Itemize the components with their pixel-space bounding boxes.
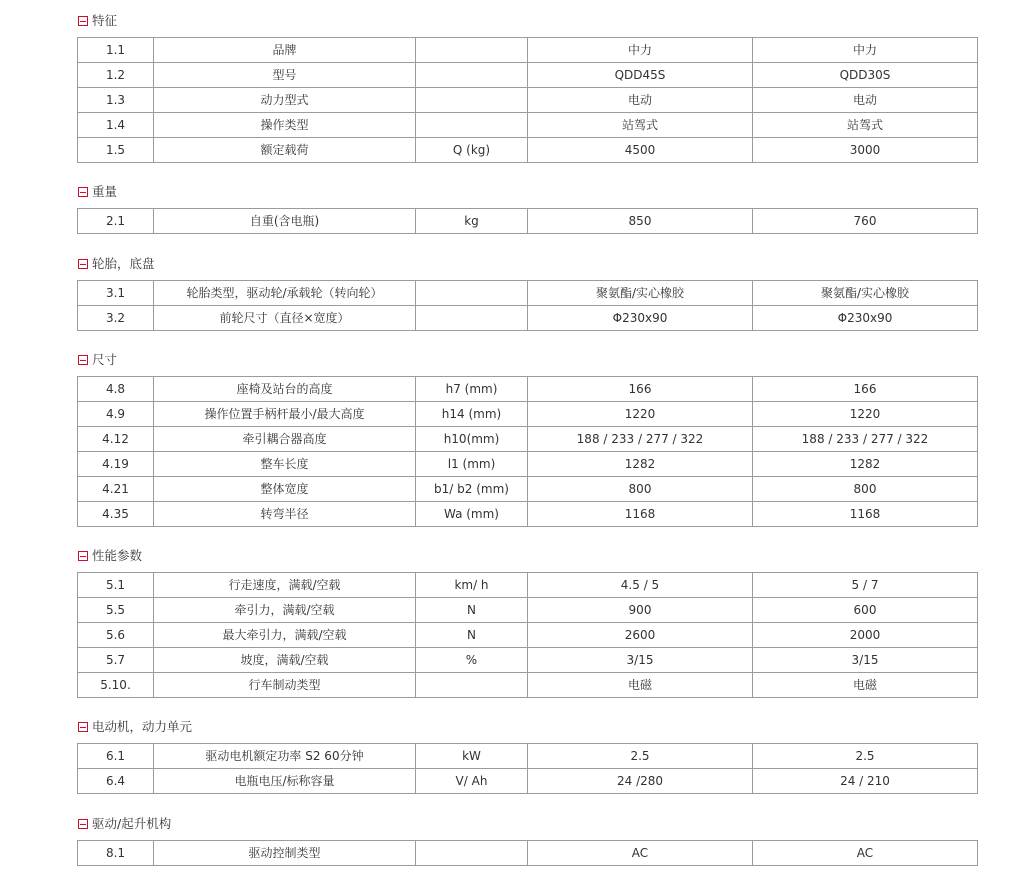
row-value-model-b: QDD30S <box>753 63 978 88</box>
row-value-model-b: 1220 <box>753 402 978 427</box>
row-unit <box>416 113 528 138</box>
row-unit <box>416 673 528 698</box>
row-parameter: 轮胎类型，驱动轮/承载轮（转向轮） <box>154 281 416 306</box>
collapse-minus-icon[interactable] <box>78 722 88 732</box>
row-value-model-a: 2600 <box>528 623 753 648</box>
row-unit <box>416 841 528 866</box>
collapse-minus-icon[interactable] <box>78 187 88 197</box>
row-parameter: 自重(含电瓶) <box>154 209 416 234</box>
row-code: 5.6 <box>78 623 154 648</box>
row-code: 4.8 <box>78 377 154 402</box>
row-unit: kg <box>416 209 528 234</box>
spec-table <box>77 572 978 698</box>
row-parameter: 品牌 <box>154 38 416 63</box>
row-value-model-a: 166 <box>528 377 753 402</box>
table-row <box>78 402 978 427</box>
table-row <box>78 769 978 794</box>
table-row <box>78 452 978 477</box>
row-code: 1.2 <box>78 63 154 88</box>
row-value-model-b: 2000 <box>753 623 978 648</box>
row-value-model-a: 电磁 <box>528 673 753 698</box>
row-value-model-a: 1168 <box>528 502 753 527</box>
spec-table <box>77 840 978 866</box>
row-unit <box>416 306 528 331</box>
row-unit: h14 (mm) <box>416 402 528 427</box>
row-code: 3.1 <box>78 281 154 306</box>
row-parameter: 最大牵引力，满载/空载 <box>154 623 416 648</box>
row-parameter: 操作类型 <box>154 113 416 138</box>
row-code: 1.4 <box>78 113 154 138</box>
table-row <box>78 377 978 402</box>
spec-table <box>77 743 978 794</box>
row-value-model-a: 中力 <box>528 38 753 63</box>
row-unit: kW <box>416 744 528 769</box>
row-code: 1.3 <box>78 88 154 113</box>
table-row <box>78 209 978 234</box>
row-unit: km/ h <box>416 573 528 598</box>
row-code: 1.5 <box>78 138 154 163</box>
row-parameter: 驱动控制类型 <box>154 841 416 866</box>
section-header[interactable] <box>78 817 171 831</box>
row-code: 6.1 <box>78 744 154 769</box>
row-code: 3.2 <box>78 306 154 331</box>
row-value-model-a: 2.5 <box>528 744 753 769</box>
row-parameter: 前轮尺寸（直径×宽度） <box>154 306 416 331</box>
row-value-model-a: QDD45S <box>528 63 753 88</box>
row-value-model-b: 电磁 <box>753 673 978 698</box>
section-title: 轮胎，底盘 <box>92 256 155 271</box>
row-value-model-a: 1282 <box>528 452 753 477</box>
row-unit: % <box>416 648 528 673</box>
row-value-model-a: 900 <box>528 598 753 623</box>
row-value-model-a: 1220 <box>528 402 753 427</box>
row-code: 8.1 <box>78 841 154 866</box>
row-parameter: 坡度，满载/空载 <box>154 648 416 673</box>
row-unit: N <box>416 623 528 648</box>
collapse-minus-icon[interactable] <box>78 551 88 561</box>
row-code: 2.1 <box>78 209 154 234</box>
row-code: 4.21 <box>78 477 154 502</box>
row-unit <box>416 281 528 306</box>
row-value-model-b: 站驾式 <box>753 113 978 138</box>
row-parameter: 牵引耦合器高度 <box>154 427 416 452</box>
row-unit: h7 (mm) <box>416 377 528 402</box>
row-value-model-a: 4500 <box>528 138 753 163</box>
table-row <box>78 88 978 113</box>
row-code: 4.9 <box>78 402 154 427</box>
row-value-model-b: 600 <box>753 598 978 623</box>
table-row <box>78 306 978 331</box>
table-row <box>78 38 978 63</box>
row-unit <box>416 38 528 63</box>
row-value-model-a: 188 / 233 / 277 / 322 <box>528 427 753 452</box>
row-parameter: 操作位置手柄杆最小/最大高度 <box>154 402 416 427</box>
row-parameter: 额定载荷 <box>154 138 416 163</box>
row-value-model-a: 4.5 / 5 <box>528 573 753 598</box>
table-row <box>78 623 978 648</box>
row-parameter: 整车长度 <box>154 452 416 477</box>
row-parameter: 行走速度，满载/空载 <box>154 573 416 598</box>
row-value-model-b: 188 / 233 / 277 / 322 <box>753 427 978 452</box>
row-value-model-b: 24 / 210 <box>753 769 978 794</box>
collapse-minus-icon[interactable] <box>78 259 88 269</box>
row-code: 4.12 <box>78 427 154 452</box>
table-row <box>78 502 978 527</box>
row-parameter: 座椅及站台的高度 <box>154 377 416 402</box>
row-value-model-a: 站驾式 <box>528 113 753 138</box>
section-title: 性能参数 <box>92 548 143 563</box>
section-header[interactable] <box>78 14 117 28</box>
table-row <box>78 598 978 623</box>
row-unit: Q (kg) <box>416 138 528 163</box>
row-code: 4.35 <box>78 502 154 527</box>
section-header[interactable] <box>78 720 192 734</box>
row-parameter: 整体宽度 <box>154 477 416 502</box>
row-unit <box>416 88 528 113</box>
row-code: 4.19 <box>78 452 154 477</box>
table-row <box>78 113 978 138</box>
spec-table <box>77 37 978 163</box>
collapse-minus-icon[interactable] <box>78 819 88 829</box>
row-value-model-a: 聚氨酯/实心橡胶 <box>528 281 753 306</box>
row-code: 5.5 <box>78 598 154 623</box>
row-parameter: 行车制动类型 <box>154 673 416 698</box>
spec-table <box>77 280 978 331</box>
row-value-model-b: 800 <box>753 477 978 502</box>
row-value-model-b: 3000 <box>753 138 978 163</box>
collapse-minus-icon[interactable] <box>78 355 88 365</box>
row-value-model-b: 2.5 <box>753 744 978 769</box>
table-row <box>78 138 978 163</box>
row-value-model-a: 24 /280 <box>528 769 753 794</box>
table-row <box>78 673 978 698</box>
row-value-model-a: 800 <box>528 477 753 502</box>
row-unit: V/ Ah <box>416 769 528 794</box>
row-parameter: 动力型式 <box>154 88 416 113</box>
table-row <box>78 648 978 673</box>
table-row <box>78 63 978 88</box>
row-code: 5.7 <box>78 648 154 673</box>
section-header[interactable] <box>78 549 142 563</box>
row-unit: h10(mm) <box>416 427 528 452</box>
section-title: 电动机，动力单元 <box>92 719 193 734</box>
table-row <box>78 427 978 452</box>
table-row <box>78 841 978 866</box>
section-title: 驱动/起升机构 <box>92 816 172 831</box>
row-value-model-b: 760 <box>753 209 978 234</box>
row-parameter: 牵引力，满载/空载 <box>154 598 416 623</box>
row-parameter: 电瓶电压/标称容量 <box>154 769 416 794</box>
section-header[interactable] <box>78 185 117 199</box>
row-value-model-b: 1168 <box>753 502 978 527</box>
row-value-model-a: 电动 <box>528 88 753 113</box>
row-value-model-a: 850 <box>528 209 753 234</box>
row-code: 5.1 <box>78 573 154 598</box>
row-value-model-b: 电动 <box>753 88 978 113</box>
row-value-model-b: 聚氨酯/实心橡胶 <box>753 281 978 306</box>
spec-table <box>77 376 978 527</box>
row-value-model-a: AC <box>528 841 753 866</box>
row-unit: b1/ b2 (mm) <box>416 477 528 502</box>
table-row <box>78 744 978 769</box>
section-title: 尺寸 <box>92 352 118 367</box>
row-parameter: 型号 <box>154 63 416 88</box>
row-unit: l1 (mm) <box>416 452 528 477</box>
row-value-model-b: 5 / 7 <box>753 573 978 598</box>
section-header[interactable] <box>78 257 155 271</box>
section-title: 特征 <box>92 13 118 28</box>
row-unit: Wa (mm) <box>416 502 528 527</box>
section-header[interactable] <box>78 353 117 367</box>
row-unit <box>416 63 528 88</box>
row-value-model-b: AC <box>753 841 978 866</box>
section-title: 重量 <box>92 184 118 199</box>
row-value-model-b: 3/15 <box>753 648 978 673</box>
row-parameter: 转弯半径 <box>154 502 416 527</box>
row-value-model-a: 3/15 <box>528 648 753 673</box>
spec-table <box>77 208 978 234</box>
table-row <box>78 477 978 502</box>
row-value-model-b: Φ230x90 <box>753 306 978 331</box>
row-code: 1.1 <box>78 38 154 63</box>
row-parameter: 驱动电机额定功率 S2 60分钟 <box>154 744 416 769</box>
row-code: 6.4 <box>78 769 154 794</box>
row-value-model-b: 1282 <box>753 452 978 477</box>
row-value-model-b: 中力 <box>753 38 978 63</box>
row-value-model-a: Φ230x90 <box>528 306 753 331</box>
row-code: 5.10. <box>78 673 154 698</box>
table-row <box>78 573 978 598</box>
row-value-model-b: 166 <box>753 377 978 402</box>
row-unit: N <box>416 598 528 623</box>
collapse-minus-icon[interactable] <box>78 16 88 26</box>
table-row <box>78 281 978 306</box>
